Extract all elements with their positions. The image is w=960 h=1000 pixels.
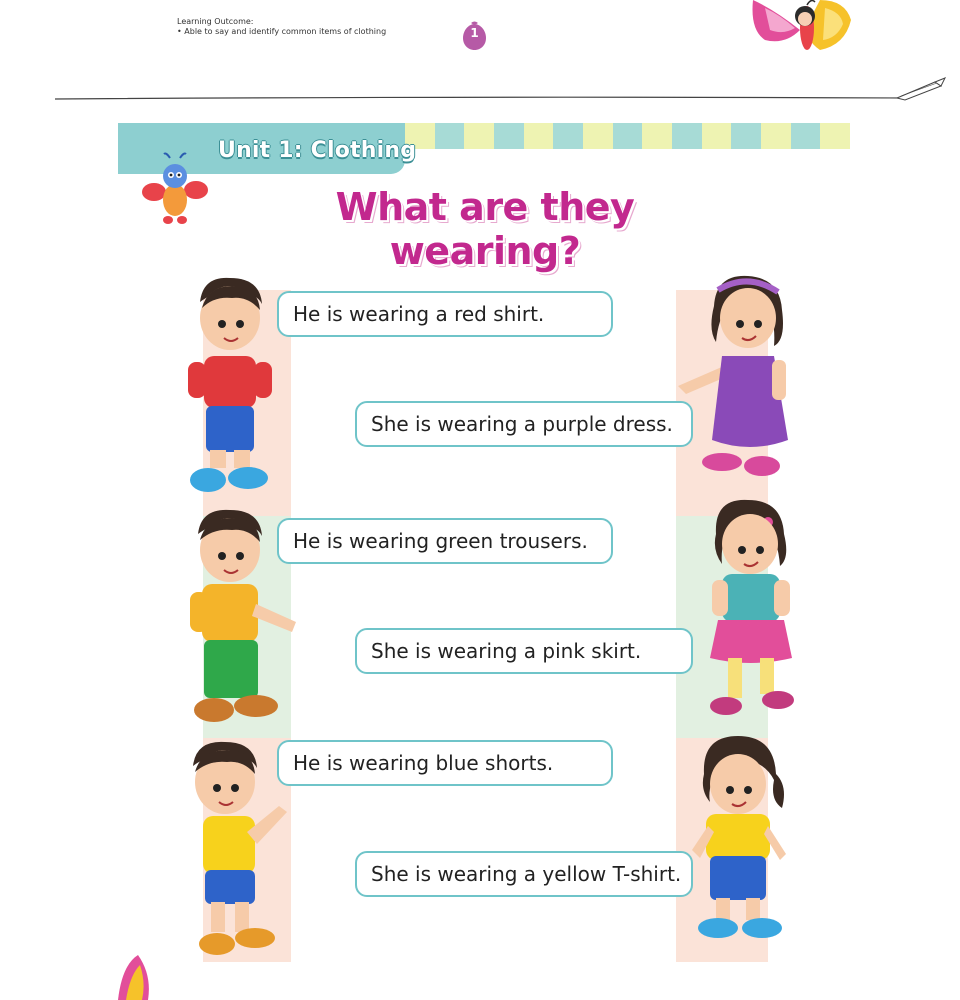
banner-stripe	[820, 123, 850, 149]
sentence-box-green-trousers: He is wearing green trousers.	[277, 518, 613, 564]
girl-yellow-tshirt-icon	[684, 730, 792, 960]
banner-stripe	[464, 123, 494, 149]
banner-stripes	[405, 123, 850, 149]
sentence-box-red-shirt: He is wearing a red shirt.	[277, 291, 613, 337]
banner-stripe	[731, 123, 761, 149]
sentence-box-purple-dress: She is wearing a purple dress.	[355, 401, 693, 447]
boy-red-shirt-icon	[178, 272, 274, 502]
girl-purple-dress-icon	[678, 270, 794, 488]
sentence-box-pink-skirt: She is wearing a pink skirt.	[355, 628, 693, 674]
learning-outcome	[177, 17, 386, 37]
banner-stripe	[435, 123, 465, 149]
butterfly-corner-icon	[118, 955, 158, 1000]
banner-stripe	[791, 123, 821, 149]
banner-stripe	[524, 123, 554, 149]
pencil-icon	[895, 76, 947, 102]
bug-mascot-icon	[140, 150, 210, 230]
butterfly-icon	[745, 0, 853, 58]
banner-stripe	[642, 123, 672, 149]
banner-stripe	[494, 123, 524, 149]
page-number: 1	[470, 26, 479, 40]
banner-stripe	[613, 123, 643, 149]
banner-stripe	[553, 123, 583, 149]
banner-stripe	[672, 123, 702, 149]
outcome-title: Learning Outcome:	[177, 17, 254, 26]
girl-pink-skirt-icon	[700, 494, 796, 724]
divider-line	[55, 95, 905, 101]
outcome-item: • Able to say and identify common items of clothing	[177, 27, 387, 36]
unit-title: Unit 1: Clothing	[218, 138, 417, 163]
page-title: What are they wearing?	[335, 185, 635, 273]
sentence-box-yellow-tshirt: She is wearing a yellow T-shirt.	[355, 851, 693, 897]
banner-stripe	[761, 123, 791, 149]
sentence-box-blue-shorts: He is wearing blue shorts.	[277, 740, 613, 786]
banner-stripe	[583, 123, 613, 149]
banner-stripe	[702, 123, 732, 149]
